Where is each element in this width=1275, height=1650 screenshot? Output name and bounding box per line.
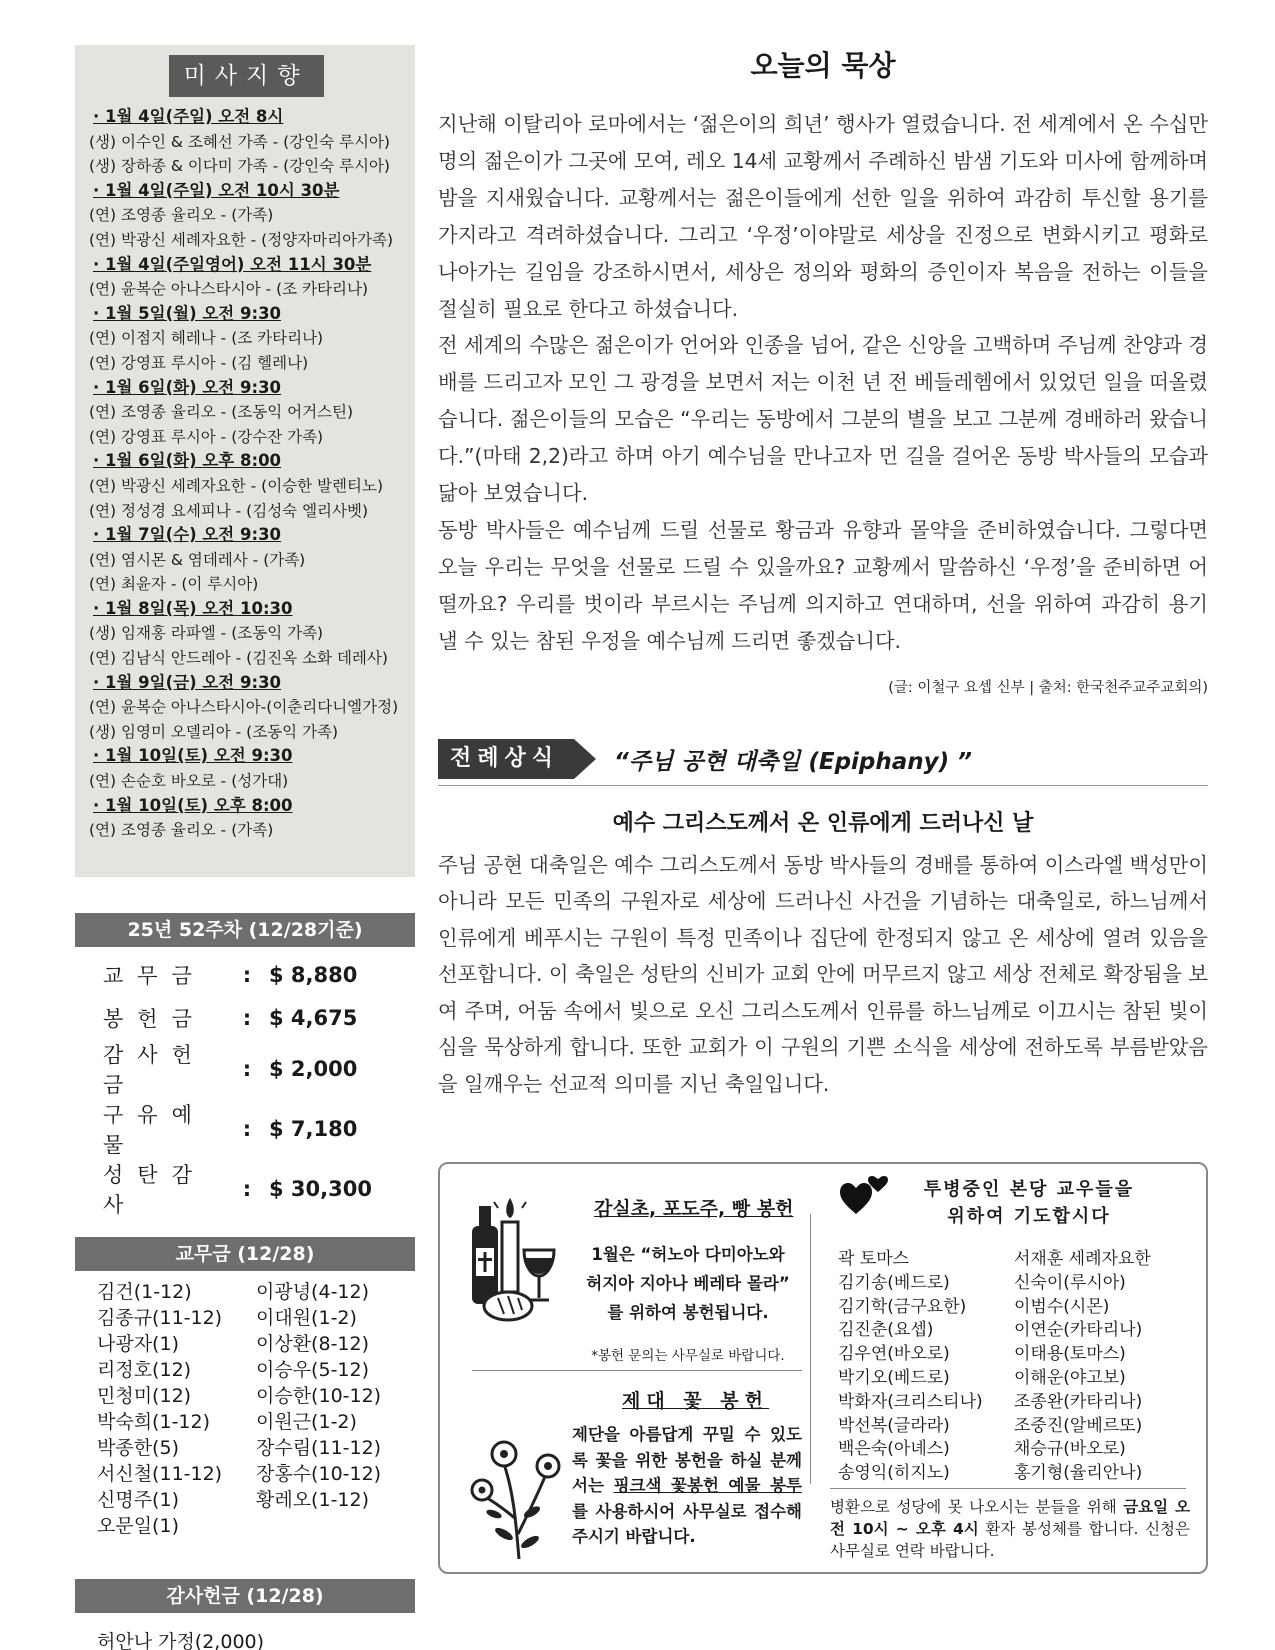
finance-colon: : [242,1177,252,1201]
dues-item: 나광자(1) [97,1333,179,1355]
flowers-title: 제대 꽃 봉헌 [622,1390,769,1412]
dues-item: 박종한(5) [97,1437,179,1459]
offering-title: 감실초, 포도주, 빵 봉헌 [594,1198,794,1220]
dues-title: 교무금 (12/28) [75,1237,415,1271]
mass-date-text: · 1월 10일(토) 오후 8:00 [93,795,293,815]
dues-item: 김건(1-12) [97,1281,192,1303]
mass-intention-item: (연) 염시몬 & 염데레사 - (가족) [89,550,306,569]
offering-text-line: 를 위하여 봉헌됩니다. [607,1303,769,1322]
left-column [75,45,415,1650]
finance-row [75,1039,415,1099]
mass-date-text: · 1월 6일(화) 오후 8:00 [93,451,282,471]
prayer-note-part: 환자 봉성체를 합니다. 신청은 사무실로 연락 바랍니다. [830,1520,1191,1560]
finance-label: 구유예물 [103,1103,206,1157]
dues-item: 박숙희(1-12) [97,1411,211,1433]
prayer-name: 김진춘(요셉) [838,1320,934,1341]
finance-row [75,1099,415,1159]
finance-colon: : [242,1057,252,1081]
prayer-name: 백은숙(아녜스) [838,1439,950,1460]
prayer-name: 김기학(금구요한) [838,1296,967,1317]
thanks-text: 허안나 가정(2,000) [97,1631,265,1650]
mass-intention-item: (연) 강영표 루시아 - (강수잔 가족) [89,427,324,446]
prayer-name: 박선복(글라라) [838,1415,950,1436]
meditation-paragraph: 지난해 이탈리아 로마에서는 ‘젊은이의 희년’ 행사가 열렸습니다. 전 세계에서 온 수십만 명의 젊은이가 그곳에 모여, 레오 14세 교황께서 주례하신 밤샘 기도와 미사에 함께하며 밤을 지새웠습니다. 교황께서는 젊은이들에게 선한 일을 위하여 과감히 투신할 용기를 가지라고 격려하셨습니다. 그리고 ‘우정’이야말로 세상을 진정으로 변화시키고 평화로 나아가는 길임을 강조하시면서, 세상은 정의와 평화의 증인이자 복음을 전하는 이들을 절실히 필요로 한다고 하셨습니다. [438,112,1208,321]
prayer-name: 김우연(바오로) [838,1344,950,1365]
prayer-note [830,1496,1190,1562]
mass-intention-item: (연) 김남식 안드레아 - (김진옥 소화 데레사) [89,649,388,668]
notice-box [438,1162,1208,1574]
finance-row [75,996,415,1039]
dues-item: 오문일(1) [97,1515,179,1537]
finance-label: 감사헌금 [103,1043,206,1097]
prayer-name: 곽 토마스 [838,1249,910,1269]
dues-column-1 [97,1279,256,1539]
offering-text [570,1240,806,1327]
finance-colon: : [242,1117,252,1141]
hearts-icon [840,1176,888,1216]
prayer-name: 조종완(카타리나) [1014,1391,1143,1412]
finance-amount: $ 4,675 [269,1005,358,1030]
finance-label: 봉헌금 [103,1006,206,1031]
prayer-title-line: 위하여 기도합시다 [947,1206,1111,1227]
finance-title: 25년 52주차 (12/28기준) [75,913,415,947]
mass-intention-item: (생) 임재홍 라파엘 - (조동익 가족) [89,624,324,643]
mass-intention-item: (연) 조영종 율리오 - (조동익 어거스틴) [89,403,354,422]
dues-item: 이승한(10-12) [256,1385,382,1407]
divider [472,1370,802,1371]
meditation-title: 오늘의 묵상 [750,49,896,82]
mass-date-text: · 1월 10일(토) 오전 9:30 [93,746,293,766]
mass-date-text: · 1월 6일(화) 오전 9:30 [93,377,282,397]
prayer-name: 이해운(야고보) [1014,1367,1126,1388]
mass-date-heading [89,302,403,327]
mass-intention-item: (연) 박광신 세례자요한 - (정양자마리아가족) [89,230,394,249]
prayer-name: 이연순(카타리나) [1014,1320,1143,1341]
finance-row [75,953,415,996]
prayer-name: 박화자(크리스티나) [838,1391,983,1412]
dues-list [75,1271,415,1539]
meditation-source: (글: 이철구 요셉 신부 | 출처: 한국천주교주교회의) [888,679,1208,696]
finance-amount: $ 8,880 [269,962,358,987]
dues-item: 장홍수(10-12) [256,1463,382,1485]
finance-amount: $ 7,180 [269,1117,358,1141]
mass-intention-item: (연) 손순호 바오로 - (성가대) [89,772,289,791]
candle-wine-bread-icon [454,1184,564,1324]
finance-label: 교무금 [103,963,206,988]
offering-note: *봉헌 문의는 사무실로 바랍니다. [591,1348,785,1364]
dues-item: 이광녕(4-12) [256,1281,370,1303]
meditation-paragraph: 동방 박사들은 예수님께 드릴 선물로 황금과 유향과 몰약을 준비하였습니다. 그렇다면 오늘 우리는 무엇을 선물로 드릴 수 있을까요? 교황께서 말씀하신 ‘우정’을 준비하면 어떨까요? 우리를 벗이라 부르시는 주님께 의지하고 연대하며, 선을 위하여 과감히 용기 낼 수 있는 참된 우정을 예수님께 드리면 좋겠습니다. [438,517,1208,653]
meditation-paragraph: 전 세계의 수많은 젊은이가 언어와 인종을 넘어, 같은 신앙을 고백하며 주님께 찬양과 경배를 드리고자 모인 그 광경을 보면서 저는 이천 년 전 베들레헴에서 있었던 일을 떠올렸습니다. 젊은이들의 모습은 “우리는 동방에서 그분의 별을 보고 그분께 경배하러 왔습니다.”(마태 2,2)라고 하며 아기 예수님을 만나고자 먼 길을 걸어온 동방 박사들의 모습과 닮아 보였습니다. [438,333,1208,506]
liturgy-body: 주님 공현 대축일은 예수 그리스도께서 동방 박사들의 경배를 통하여 이스라엘 백성만이 아니라 모든 민족의 구원자로 세상에 드러나신 사건을 기념하는 대축일로, 하느님께서 인류에게 베푸시는 구원이 특정 민족이나 집단에 한정되지 않고 온 세상에 열려 있음을 선포합니다. 이 축일은 성탄의 신비가 교회 안에 머무르지 않고 세상 전체로 확장됨을 보여 주며, 어둠 속에서 빛으로 오신 그리스도께서 인류를 하느님께로 이끄시는 참된 빛이심을 묵상하게 합니다. 또한 교회가 이 구원의 기쁜 소식을 세상에 전하도록 부름받았음을 일깨우는 선교적 의미를 지닌 축일입니다. [438,852,1208,1096]
dues-item: 신명주(1) [97,1489,179,1511]
finance-label: 성탄감사 [103,1163,206,1217]
finance-amount: $ 30,300 [269,1177,372,1201]
mass-date-text: · 1월 8일(목) 오전 10:30 [93,598,293,618]
prayer-column-2 [1014,1248,1190,1486]
dues-item: 이대원(1-2) [256,1307,357,1329]
prayer-title-line: 투병중인 본당 교우들을 [923,1179,1135,1200]
dues-item: 장수림(11-12) [256,1437,382,1459]
prayer-name: 홍기형(율리안나) [1014,1463,1143,1484]
mass-intention-item: (연) 정성경 요세피나 - (김성숙 엘리사벳) [89,501,369,520]
prayer-name: 신숙이(루시아) [1014,1272,1126,1293]
offering-text-line: 허지아 지아나 베레타 몰라” [586,1274,790,1293]
prayer-name: 채승규(바오로) [1014,1439,1126,1460]
dues-column-2 [256,1279,415,1539]
prayer-name: 박기오(베드로) [838,1367,950,1388]
offering-text-line: 1월은 “허노아 다미아노와 [591,1245,785,1264]
mass-intention-item: (연) 조영종 율리오 - (가족) [89,206,274,225]
mass-date-heading [89,523,403,548]
finance-table [75,953,415,1219]
mass-date-text: · 1월 4일(주일영어) 오전 11시 30분 [93,254,372,274]
prayer-note-time: 금요일 오전 10시 ~ 오후 4시 [830,1498,1190,1538]
mass-intention-item: (연) 윤복순 아나스타시아-(이춘리다니엘가정) [89,698,399,717]
prayer-name: 조중진(알베르또) [1014,1415,1143,1436]
mass-date-heading [89,449,403,474]
dues-item: 이승우(5-12) [256,1359,370,1381]
mass-date-heading [89,376,403,401]
liturgy-subtitle: 예수 그리스도께서 온 인류에게 드러나신 날 [612,810,1034,836]
prayer-name: 서재훈 세례자요한 [1014,1249,1151,1269]
mass-date-heading [89,597,403,622]
mass-date-heading [89,744,403,769]
mass-date-text: · 1월 7일(수) 오전 9:30 [93,525,282,545]
flowers-envelope-text: 핑크색 꽃봉헌 예물 봉투 [613,1476,802,1495]
mass-date-text: · 1월 9일(금) 오전 9:30 [93,672,282,692]
mass-date-heading [89,671,403,696]
finance-row [75,1159,415,1219]
dues-item: 서신철(11-12) [97,1463,223,1485]
prayer-name: 이범수(시몬) [1014,1296,1110,1317]
meditation-body [438,106,1208,660]
liturgy-header [438,739,1208,779]
mass-intention-item: (연) 강영표 루시아 - (김 헬레나) [89,353,309,372]
mass-intention-item: (연) 박광신 세례자요한 - (이승한 발렌티노) [89,476,383,495]
mass-date-text: · 1월 4일(주일) 오전 10시 30분 [93,180,340,200]
prayer-list [838,1248,1190,1486]
mass-intention-item: (연) 최윤자 - (이 루시아) [89,575,259,594]
arrow-icon [574,739,596,779]
dues-item: 이원근(1-2) [256,1411,357,1433]
mass-intention-item: (생) 임영미 오델리아 - (조동익 가족) [89,722,339,741]
mass-date-text: · 1월 4일(주일) 오전 8시 [93,107,284,126]
mass-date-heading [89,794,403,819]
dues-item: 민청미(12) [97,1385,192,1407]
flowers-text [572,1422,802,1550]
divider [810,1214,811,1484]
prayer-column-1 [838,1248,1014,1486]
mass-intention-item: (연) 조영종 율리오 - (가족) [89,821,274,840]
finance-amount: $ 2,000 [269,1057,358,1081]
finance-colon: : [242,1005,252,1030]
flowers-text-part: 를 사용하시어 사무실로 접수해 주시기 바랍니다. [572,1501,802,1546]
liturgy-title: “주님 공현 대축일 (Epiphany) ” [614,748,972,775]
prayer-name: 송영익(히지노) [838,1463,950,1484]
mass-intentions-list [89,105,403,843]
mass-intention-item: (생) 이수인 & 조혜선 가족 - (강인숙 루시아) [89,132,390,151]
prayer-name: 이태용(토마스) [1014,1344,1126,1365]
dues-item: 이상환(8-12) [256,1333,370,1355]
flowers-text-part: 제단을 아름답게 꾸밀 수 있도록 꽃을 위한 봉헌을 하실 분께서는 [572,1425,802,1495]
mass-intentions-panel [75,45,415,877]
divider [830,1488,1186,1489]
dues-item: 리정호(12) [97,1359,192,1381]
mass-date-text: · 1월 5일(월) 오전 9:30 [93,303,282,323]
finance-colon: : [242,962,252,987]
mass-intention-item: (연) 이점지 헤레나 - (조 카타리나) [89,329,324,348]
dues-item: 김종규(11-12) [97,1307,223,1329]
right-column [438,40,1208,1102]
thanks-title: 감사헌금 (12/28) [75,1579,415,1613]
prayer-name: 김기송(베드로) [838,1272,950,1293]
liturgy-tag: 전례상식 [438,739,574,779]
dues-item: 황레오(1-12) [256,1489,370,1511]
mass-intentions-title: 미사지향 [169,55,324,97]
mass-intention-item: (생) 장하종 & 이다미 가족 - (강인숙 루시아) [89,157,390,176]
mass-intention-item: (연) 윤복순 아나스타시아 - (조 카타리나) [89,280,369,299]
flower-icon [464,1424,574,1564]
divider [438,785,1208,786]
prayer-note-part: 병환으로 성당에 못 나오시는 분들을 위해 [830,1498,1124,1516]
mass-date-heading [89,253,403,278]
mass-date-heading [89,179,403,204]
mass-date-heading [89,105,403,130]
prayer-title [884,1176,1174,1230]
